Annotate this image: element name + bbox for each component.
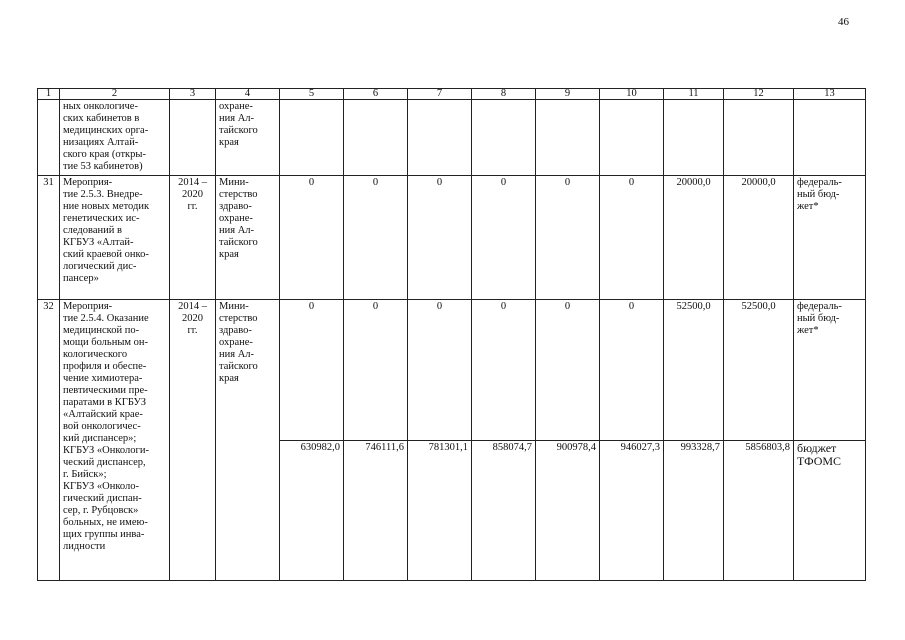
table-row-31 (38, 176, 866, 300)
funding-source: федераль- ный бюд- жет* (794, 300, 866, 441)
value-cell: 0 (600, 176, 664, 300)
value-cell (664, 100, 724, 176)
value-cell (536, 100, 600, 176)
value-cell: 630982,0 (280, 441, 344, 581)
value-cell: 946027,3 (600, 441, 664, 581)
funding-source: бюджет ТФОМС (794, 441, 866, 581)
executor: Мини- стерство здраво- охране- ния Ал- тайского края (216, 176, 280, 300)
header-cell: 11 (664, 89, 724, 100)
header-cell: 7 (408, 89, 472, 100)
row-number: 32 (38, 300, 60, 581)
value-cell: 0 (536, 176, 600, 300)
value-cell: 0 (344, 176, 408, 300)
value-cell: 0 (280, 176, 344, 300)
header-cell: 6 (344, 89, 408, 100)
funding-source (794, 100, 866, 176)
activity-name: Мероприя- тие 2.5.3. Внедре- ние новых методик генетических ис- следований в КГБУЗ «Алтай- ский краевой онко- логический дис- пансер» (60, 176, 170, 300)
table-row-32 (38, 300, 866, 441)
value-cell: 781301,1 (408, 441, 472, 581)
value-cell (280, 100, 344, 176)
value-cell: 0 (280, 300, 344, 441)
executor: Мини- стерство здраво- охране- ния Ал- тайского края (216, 300, 280, 581)
budget-table (37, 88, 866, 581)
value-cell: 993328,7 (664, 441, 724, 581)
executor: охране- ния Ал- тайского края (216, 100, 280, 176)
header-cell: 3 (170, 89, 216, 100)
value-cell (408, 100, 472, 176)
value-cell: 52500,0 (664, 300, 724, 441)
value-cell (472, 100, 536, 176)
header-cell: 4 (216, 89, 280, 100)
value-cell: 0 (472, 176, 536, 300)
table-row-continuation (38, 100, 866, 176)
period: 2014 – 2020 гг. (170, 300, 216, 581)
activity-name: ных онкологиче- ских кабинетов в медицинских орга- низациях Алтай- ского края (откры- тие 53 кабинетов) (60, 100, 170, 176)
page-number: 46 (838, 16, 849, 28)
value-cell: 0 (344, 300, 408, 441)
header-cell: 13 (794, 89, 866, 100)
header-cell: 9 (536, 89, 600, 100)
funding-source: федераль- ный бюд- жет* (794, 176, 866, 300)
value-cell: 900978,4 (536, 441, 600, 581)
row-number: 31 (38, 176, 60, 300)
value-cell: 0 (472, 300, 536, 441)
value-cell: 20000,0 (724, 176, 794, 300)
period: 2014 – 2020 гг. (170, 176, 216, 300)
header-cell: 5 (280, 89, 344, 100)
header-cell: 10 (600, 89, 664, 100)
value-cell (724, 100, 794, 176)
value-cell: 858074,7 (472, 441, 536, 581)
row-number (38, 100, 60, 176)
value-cell: 20000,0 (664, 176, 724, 300)
value-cell: 52500,0 (724, 300, 794, 441)
value-cell (600, 100, 664, 176)
value-cell: 5856803,8 (724, 441, 794, 581)
header-cell: 12 (724, 89, 794, 100)
period (170, 100, 216, 176)
value-cell: 0 (408, 300, 472, 441)
value-cell: 0 (600, 300, 664, 441)
value-cell: 746111,6 (344, 441, 408, 581)
header-cell: 1 (38, 89, 60, 100)
activity-name: Мероприя- тие 2.5.4. Оказание медицинской по- мощи больным он- кологического профиля и обеспе- чение химиотера- певтическими пре- паратами в КГБУЗ «Алтайский крае- вой онкологичес- кий диспансер»; КГБУЗ «Онкологи- ческий диспансер, г. Бийск»; КГБУЗ «Онколо- гический диспан- сер, г. Рубцовск» больных, не имею- щих группы инва- лидности (60, 300, 170, 581)
header-cell: 2 (60, 89, 170, 100)
header-cell: 8 (472, 89, 536, 100)
value-cell (344, 100, 408, 176)
value-cell: 0 (536, 300, 600, 441)
value-cell: 0 (408, 176, 472, 300)
header-row (38, 89, 866, 100)
